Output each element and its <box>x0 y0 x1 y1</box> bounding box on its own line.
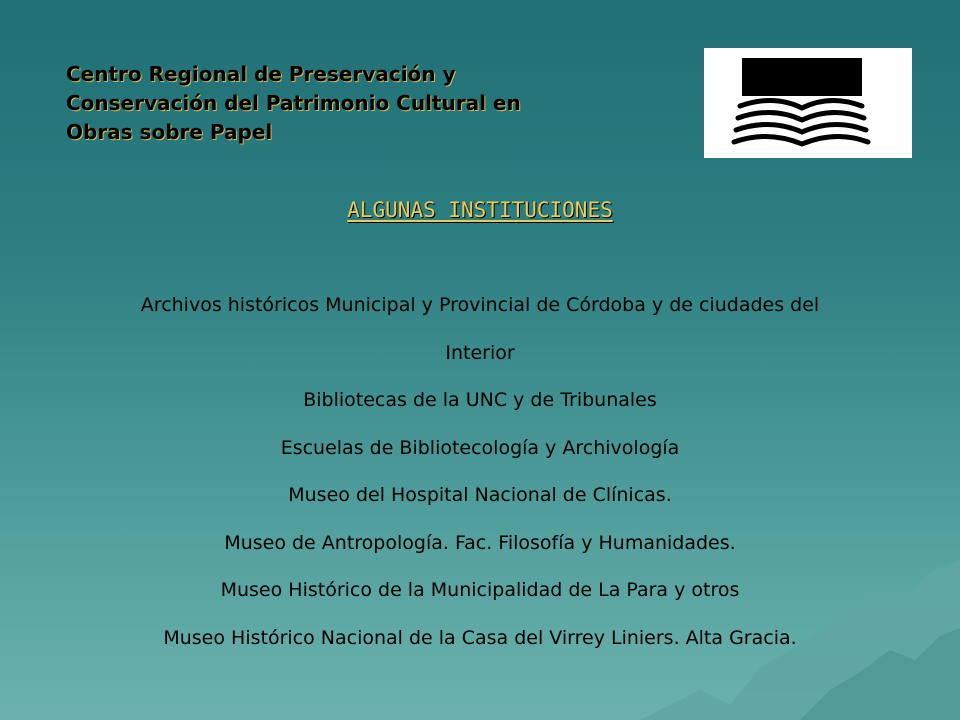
institutions-list <box>20 282 940 662</box>
section-heading <box>0 198 960 222</box>
list-item: Museo del Hospital Nacional de Clínicas. <box>288 484 672 506</box>
title-line-3: Obras sobre Papel <box>66 120 273 144</box>
section-heading-text: ALGUNAS INSTITUCIONES <box>347 198 613 222</box>
page-title <box>66 60 626 147</box>
list-item: Museo de Antropología. Fac. Filosofía y Humanidades. <box>224 531 736 554</box>
title-line-2: Conservación del Patrimonio Cultural en <box>66 91 521 115</box>
list-item: Bibliotecas de la UNC y de Tribunales <box>303 389 657 411</box>
logo <box>704 48 912 158</box>
title-line-1: Centro Regional de Preservación y <box>66 62 456 86</box>
list-item: Museo Histórico Nacional de la Casa del Virrey Liniers. Alta Gracia. <box>163 626 797 649</box>
list-item: Escuelas de Bibliotecología y Archivología <box>280 436 680 459</box>
list-item: Interior <box>445 341 515 364</box>
open-book-logo-icon <box>704 48 912 158</box>
list-item: Museo Histórico de la Municipalidad de La Para y otros <box>220 579 740 601</box>
list-item: Archivos históricos Municipal y Provincial de Córdoba y de ciudades del <box>140 294 820 316</box>
